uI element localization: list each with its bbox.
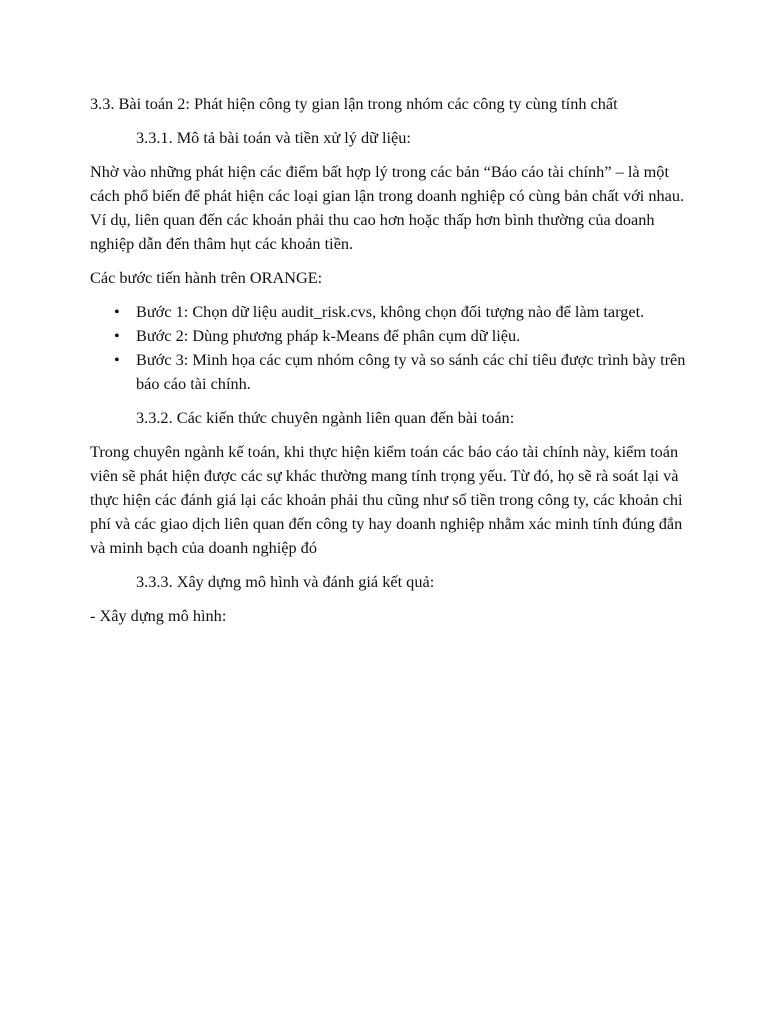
list-item: [90, 348, 690, 396]
section-heading: 3.3. Bài toán 2: Phát hiện công ty gian lận trong nhóm các công ty cùng tính chất: [90, 94, 618, 113]
bullet-icon: •: [114, 326, 120, 345]
list-item: [90, 324, 690, 348]
bullet-icon: •: [114, 350, 120, 369]
subsection-heading-3-3-3: 3.3.3. Xây dựng mô hình và đánh giá kết quả:: [136, 572, 435, 591]
bullet-icon: •: [114, 302, 120, 321]
subsection-heading-3-3-1: 3.3.1. Mô tả bài toán và tiền xử lý dữ liệu:: [136, 128, 411, 147]
model-building-item: - Xây dựng mô hình:: [90, 606, 227, 625]
steps-title: Các bước tiến hành trên ORANGE:: [90, 268, 323, 287]
steps-list: [90, 300, 690, 396]
subsection-heading-3-3-2: 3.3.2. Các kiến thức chuyên ngành liên quan đến bài toán:: [136, 408, 515, 427]
document-page: [90, 92, 690, 628]
step-text: Bước 3: Minh họa các cụm nhóm công ty và so sánh các chỉ tiêu được trình bày trên báo cáo tài chính.: [136, 350, 686, 393]
list-item: [90, 300, 690, 324]
paragraph-description: Nhờ vào những phát hiện các điểm bất hợp lý trong các bản “Báo cáo tài chính” – là một cách phổ biến để phát hiện các loại gian lận trong doanh nghiệp có cùng bản chất với nhau. Ví dụ, liên quan đến các khoản phải thu cao hơn hoặc thấp hơn bình thường của doanh nghiệp dẫn đến thâm hụt các khoản tiền.: [90, 162, 685, 253]
paragraph-domain-knowledge: Trong chuyên ngành kế toán, khi thực hiện kiểm toán các báo cáo tài chính này, kiểm toán viên sẽ phát hiện được các sự khác thường mang tính trọng yếu. Từ đó, họ sẽ rà soát lại và thực hiện các đánh giá lại các khoản phải thu cũng như số tiền trong công ty, các khoản chi phí và các giao dịch liên quan đến công ty hay doanh nghiệp nhằm xác minh tính đúng đắn và minh bạch của doanh nghiệp đó: [90, 442, 683, 557]
step-text: Bước 1: Chọn dữ liệu audit_risk.cvs, không chọn đối tượng nào để làm target.: [136, 302, 645, 321]
step-text: Bước 2: Dùng phương pháp k-Means để phân cụm dữ liệu.: [136, 326, 521, 345]
